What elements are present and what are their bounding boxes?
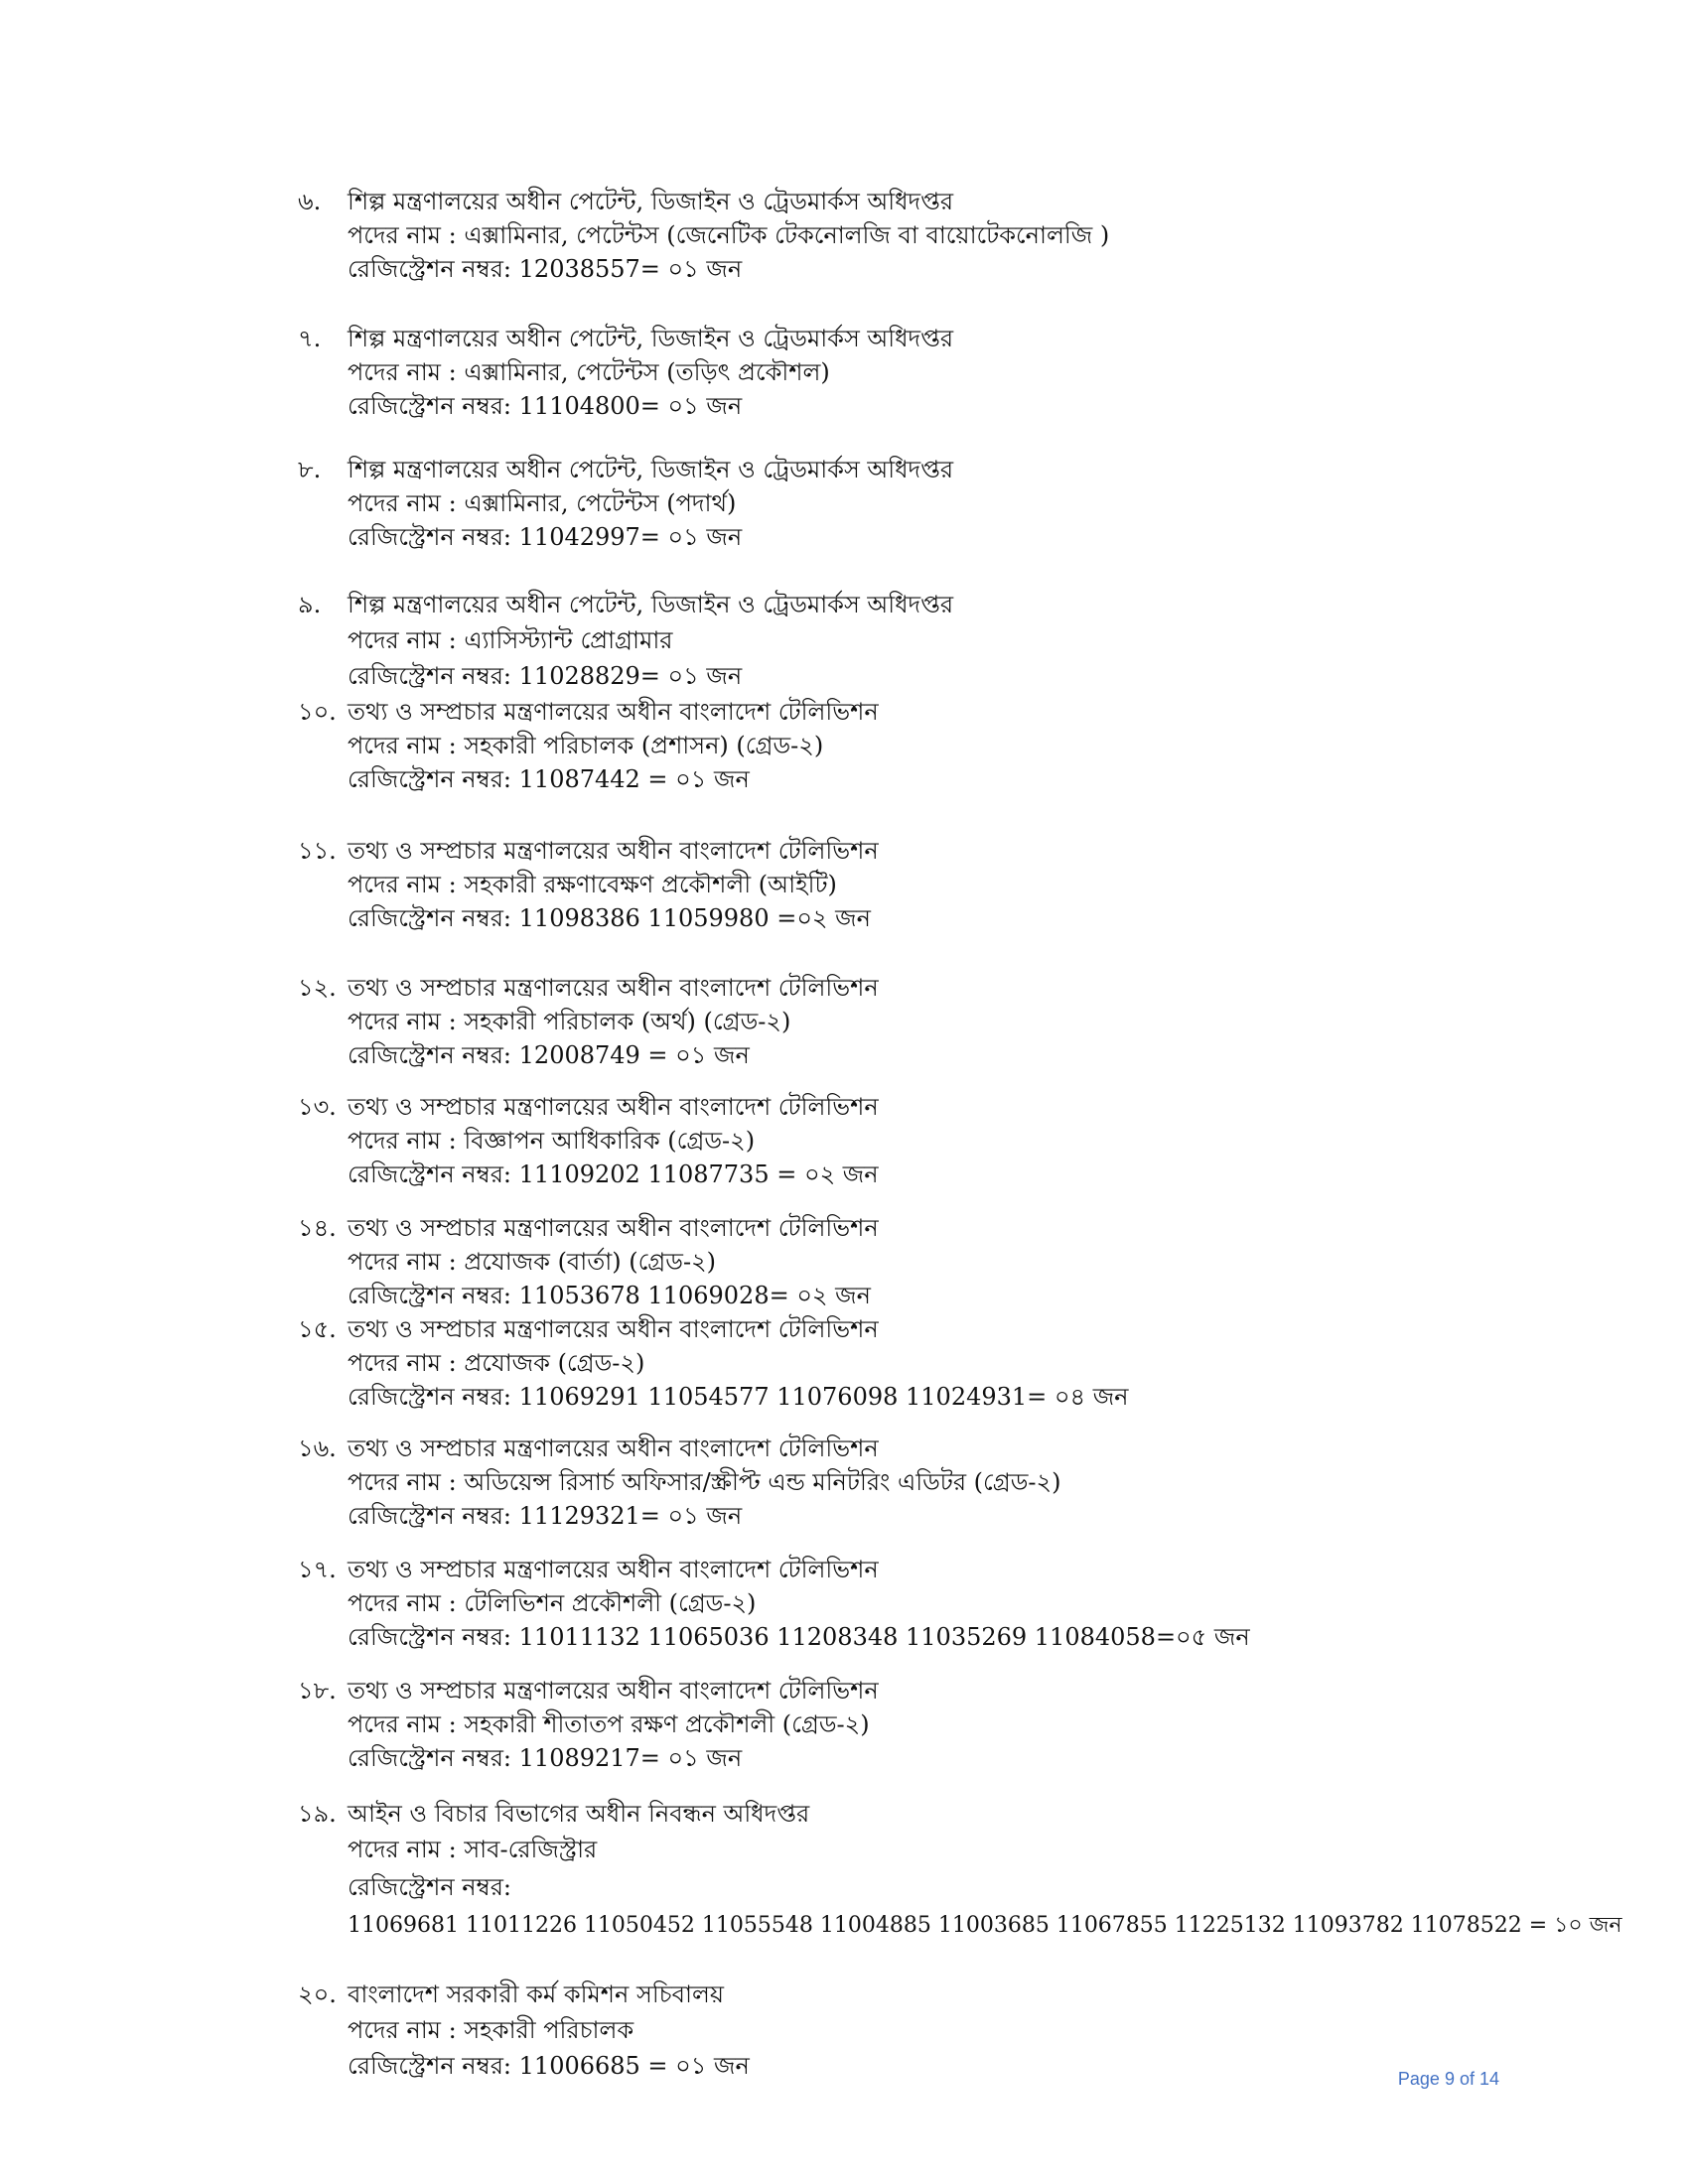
registration-numbers: রেজিস্ট্রেশন নম্বর: 11104800= ০১ জন [348,392,743,420]
registration-numbers: রেজিস্ট্রেশন নম্বর: 11089217= ০১ জন [348,1744,743,1772]
organization-name: তথ্য ও সম্প্রচার মন্ত্রণালয়ের অধীন বাংলাদেশ টেলিভিশন [348,1677,879,1705]
registration-numbers: রেজিস্ট্রেশন নম্বর: 11098386 11059980 =০২ জন [348,904,871,932]
registration-numbers: রেজিস্ট্রেশন নম্বর: 12038557= ০১ জন [348,255,743,283]
registration-numbers: রেজিস্ট্রেশন নম্বর: 11006685 = ০১ জন [348,2052,750,2080]
post-name: পদের নাম : সহকারী পরিচালক (অর্থ) (গ্রেড-২) [348,1008,791,1035]
organization-name: তথ্য ও সম্প্রচার মন্ত্রণালয়ের অধীন বাংলাদেশ টেলিভিশন [348,1434,879,1462]
post-name: পদের নাম : প্রযোজক (বার্তা) (গ্রেড-২) [348,1248,717,1276]
item-number: ১২. [298,974,337,1002]
item-number: ১৮. [298,1677,337,1705]
registration-numbers: রেজিস্ট্রেশন নম্বর: 11028829= ০১ জন [348,662,743,690]
item-number: ১৭. [298,1556,337,1583]
registration-numbers: রেজিস্ট্রেশন নম্বর: 11109202 11087735 = ০২ জন [348,1160,879,1188]
item-number: ১৩. [298,1093,337,1121]
post-name: পদের নাম : সাব-রেজিস্ট্রার [348,1836,598,1863]
item-number: ৮. [298,456,322,483]
list-item [298,1312,1549,1414]
list-item [298,1211,1549,1312]
list-item [298,1797,1622,1946]
list-item [298,971,1549,1072]
registration-label: রেজিস্ট্রেশন নম্বর: [348,1873,512,1901]
item-number: ১১. [298,837,337,865]
organization-name: তথ্য ও সম্প্রচার মন্ত্রণালয়ের অধীন বাংলাদেশ টেলিভিশন [348,837,879,865]
post-name: পদের নাম : এক্সামিনার, পেটেন্টস (জেনেটিক টেকনোলজি বা বায়োটেকনোলজি ) [348,221,1110,249]
list-item [298,695,1549,796]
item-number: ২০. [298,1980,337,2008]
item-number: ১৬. [298,1434,337,1462]
list-item [298,1432,1549,1533]
post-name: পদের নাম : টেলিভিশন প্রকৌশলী (গ্রেড-২) [348,1589,757,1617]
list-item [298,588,1549,693]
registration-numbers: 11069681 11011226 11050452 11055548 11004885 11003685 11067855 11225132 11093782 11078522 = ১০ জন [348,1913,1622,1938]
list-item [298,1553,1549,1654]
list-item [298,1978,1549,2083]
post-name: পদের নাম : এক্সামিনার, পেটেন্টস (তড়িৎ প্রকৌশল) [348,358,830,386]
organization-name: আইন ও বিচার বিভাগের অধীন নিবন্ধন অধিদপ্তর [348,1800,810,1828]
organization-name: শিল্প মন্ত্রণালয়ের অধীন পেটেন্ট, ডিজাইন ও ট্রেডমার্কস অধিদপ্তর [348,325,954,352]
item-number: ১৯. [298,1800,337,1828]
list-item [298,185,1549,286]
post-name: পদের নাম : সহকারী পরিচালক [348,2016,634,2044]
page-number: Page 9 of 14 [1397,2069,1499,2089]
registration-numbers: রেজিস্ট্রেশন নম্বর: 11087442 = ০১ জন [348,765,750,793]
item-number: ১৪. [298,1214,337,1242]
registration-numbers: রেজিস্ট্রেশন নম্বর: 12008749 = ০১ জন [348,1041,750,1069]
registration-numbers: রেজিস্ট্রেশন নম্বর: 11042997= ০১ জন [348,523,743,551]
post-name: পদের নাম : সহকারী রক্ষণাবেক্ষণ প্রকৌশলী (আইটি) [348,871,837,898]
item-number: ৯. [298,591,322,618]
item-number: ১০. [298,698,337,726]
post-name: পদের নাম : সহকারী পরিচালক (প্রশাসন) (গ্রেড-২) [348,732,824,759]
list-item [298,834,1549,935]
organization-name: তথ্য ও সম্প্রচার মন্ত্রণালয়ের অধীন বাংলাদেশ টেলিভিশন [348,1315,879,1343]
post-name: পদের নাম : বিজ্ঞাপন আধিকারিক (গ্রেড-২) [348,1127,756,1155]
organization-name: শিল্প মন্ত্রণালয়ের অধীন পেটেন্ট, ডিজাইন ও ট্রেডমার্কস অধিদপ্তর [348,188,954,215]
registration-numbers: রেজিস্ট্রেশন নম্বর: 11069291 11054577 11076098 11024931= ০৪ জন [348,1383,1129,1411]
organization-name: তথ্য ও সম্প্রচার মন্ত্রণালয়ের অধীন বাংলাদেশ টেলিভিশন [348,1214,879,1242]
organization-name: শিল্প মন্ত্রণালয়ের অধীন পেটেন্ট, ডিজাইন ও ট্রেডমার্কস অধিদপ্তর [348,456,954,483]
organization-name: বাংলাদেশ সরকারী কর্ম কমিশন সচিবালয় [348,1980,724,2008]
organization-name: শিল্প মন্ত্রণালয়ের অধীন পেটেন্ট, ডিজাইন ও ট্রেডমার্কস অধিদপ্তর [348,591,954,618]
organization-name: তথ্য ও সম্প্রচার মন্ত্রণালয়ের অধীন বাংলাদেশ টেলিভিশন [348,698,879,726]
list-item [298,453,1549,554]
post-name: পদের নাম : অডিয়েন্স রিসার্চ অফিসার/স্ক্রীপ্ট এন্ড মনিটরিং এডিটর (গ্রেড-২) [348,1468,1061,1496]
organization-name: তথ্য ও সম্প্রচার মন্ত্রণালয়ের অধীন বাংলাদেশ টেলিভিশন [348,1556,879,1583]
registration-numbers: রেজিস্ট্রেশন নম্বর: 11129321= ০১ জন [348,1502,743,1530]
post-name: পদের নাম : সহকারী শীতাতপ রক্ষণ প্রকৌশলী (গ্রেড-২) [348,1710,870,1738]
list-item [298,1674,1549,1775]
registration-numbers: রেজিস্ট্রেশন নম্বর: 11011132 11065036 11208348 11035269 11084058=০৫ জন [348,1623,1250,1651]
registration-numbers: রেজিস্ট্রেশন নম্বর: 11053678 11069028= ০২ জন [348,1282,871,1309]
list-item [298,322,1549,423]
organization-name: তথ্য ও সম্প্রচার মন্ত্রণালয়ের অধীন বাংলাদেশ টেলিভিশন [348,1093,879,1121]
post-name: পদের নাম : এ্যাসিস্ট্যান্ট প্রোগ্রামার [348,626,673,654]
post-name: পদের নাম : প্রযোজক (গ্রেড-২) [348,1349,645,1377]
item-number: ৬. [298,188,322,215]
item-number: ১৫. [298,1315,337,1343]
list-item [298,1090,1549,1191]
post-name: পদের নাম : এক্সামিনার, পেটেন্টস (পদার্থ) [348,489,737,517]
item-number: ৭. [298,325,322,352]
organization-name: তথ্য ও সম্প্রচার মন্ত্রণালয়ের অধীন বাংলাদেশ টেলিভিশন [348,974,879,1002]
